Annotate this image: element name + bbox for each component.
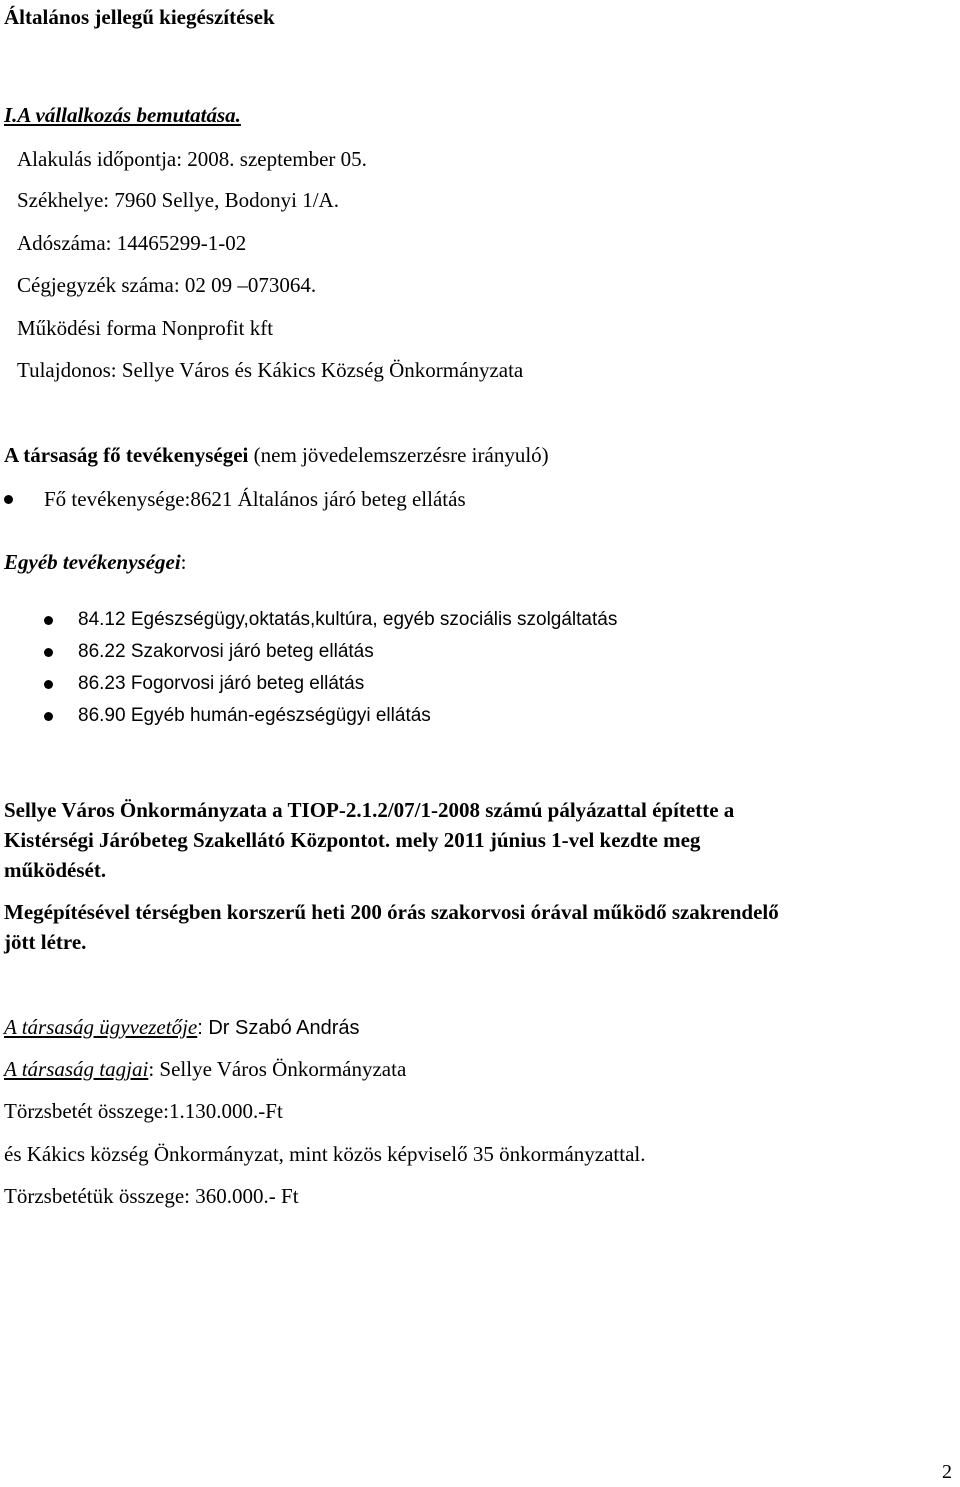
members-line bbox=[4, 1057, 406, 1081]
bullet-icon bbox=[44, 616, 53, 625]
bullet-icon bbox=[4, 495, 13, 504]
other-member-line: és Kákics község Önkormányzat, mint közös képviselő 35 önkormányzattal. bbox=[4, 1142, 646, 1166]
bullet-icon bbox=[44, 712, 53, 721]
project-line: Megépítésével térségben korszerű heti 200 órás szakorvosi órával működő szakrendelő bbox=[4, 900, 779, 924]
owner: Tulajdonos: Sellye Város és Kákics Község Önkormányzata bbox=[17, 358, 524, 382]
manager-value: : Dr Szabó András bbox=[197, 1017, 360, 1039]
manager-line bbox=[4, 1015, 360, 1040]
list-item: 84.12 Egészségügy,oktatás,kultúra, egyéb szociális szolgáltatás bbox=[78, 609, 618, 630]
main-activity-heading-bold: A társaság fő tevékenységei bbox=[4, 443, 249, 467]
other-activity-heading-label: Egyéb tevékenységei bbox=[4, 550, 181, 574]
project-line: Sellye Város Önkormányzata a TIOP-2.1.2/07/1-2008 számú pályázattal építette a bbox=[4, 798, 735, 822]
main-activity-item: Fő tevékenysége:8621 Általános járó beteg ellátás bbox=[44, 487, 466, 511]
capital-line: Törzsbetét összege:1.130.000.-Ft bbox=[4, 1099, 283, 1123]
other-activity-heading-colon: : bbox=[180, 550, 187, 574]
bullet-icon bbox=[44, 680, 53, 689]
main-activity-heading-rest: (nem jövedelemszerzésre irányuló) bbox=[248, 443, 549, 467]
operating-form: Működési forma Nonprofit kft bbox=[17, 316, 274, 340]
list-item: 86.90 Egyéb humán-egészségügyi ellátás bbox=[78, 705, 431, 726]
members-value: : Sellye Város Önkormányzata bbox=[148, 1057, 407, 1081]
manager-label: A társaság ügyvezetője bbox=[4, 1015, 198, 1039]
page-title: Általános jellegű kiegészítések bbox=[4, 5, 275, 29]
project-line: jött létre. bbox=[4, 930, 87, 954]
project-line: Kistérségi Járóbeteg Szakellátó Központot. mely 2011 június 1-vel kezdte meg bbox=[4, 828, 701, 852]
other-activity-heading bbox=[4, 550, 187, 574]
list-item: 86.23 Fogorvosi járó beteg ellátás bbox=[78, 673, 365, 694]
main-activity-heading bbox=[4, 443, 549, 467]
founding-date: Alakulás időpontja: 2008. szeptember 05. bbox=[17, 147, 367, 171]
headquarters: Székhelye: 7960 Sellye, Bodonyi 1/A. bbox=[17, 188, 339, 212]
list-item: 86.22 Szakorvosi járó beteg ellátás bbox=[78, 641, 374, 662]
capital-line-2: Törzsbetétük összege: 360.000.- Ft bbox=[4, 1184, 299, 1208]
registry-number: Cégjegyzék száma: 02 09 –073064. bbox=[17, 273, 317, 297]
members-label: A társaság tagjai bbox=[4, 1057, 149, 1081]
project-line: működését. bbox=[4, 858, 107, 882]
bullet-icon bbox=[44, 648, 53, 657]
section-heading: I.A vállalkozás bemutatása. bbox=[4, 103, 241, 127]
page-number: 2 bbox=[942, 1461, 952, 1483]
tax-number: Adószáma: 14465299-1-02 bbox=[17, 231, 247, 255]
